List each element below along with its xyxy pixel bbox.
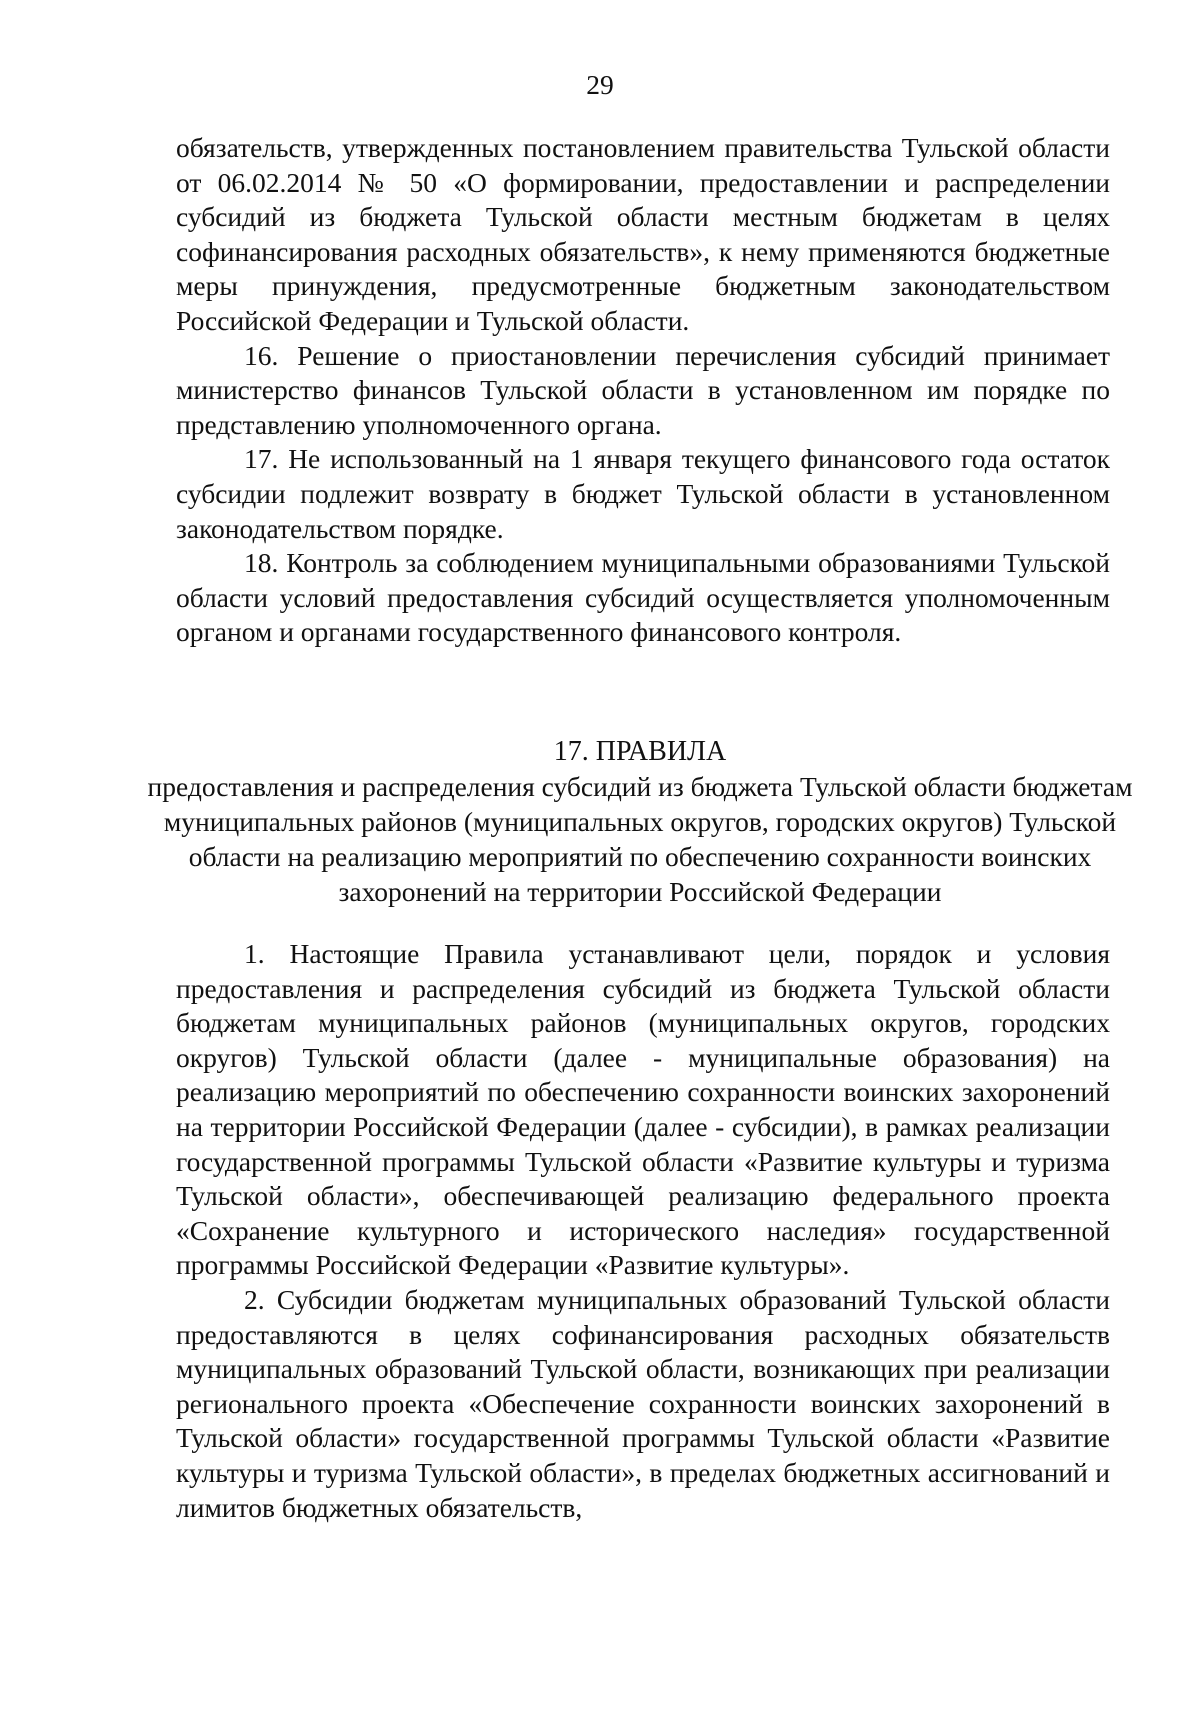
paragraph-2: 2. Субсидии бюджетам муниципальных образований Тульской области предоставляются в целях софинансирования расходных обязательств муниципальных образований Тульской области, возникающих при реализации регионального проекта «Обеспечение сохранности воинских захоронений в Тульской области» государственной программы Тульской области «Развитие культуры и туризма Тульской области», в пределах бюджетных ассигнований и лимитов бюджетных обязательств, bbox=[176, 1283, 1110, 1523]
paragraph-18: 18. Контроль за соблюдением муниципальными образованиями Тульской области условий предоставления субсидий осуществляется уполномоченным органом и органами государственного финансового контроля. bbox=[176, 547, 1110, 648]
section-heading bbox=[140, 734, 1140, 909]
paragraph-1: 1. Настоящие Правила устанавливают цели, порядок и условия предоставления и распределения субсидий из бюджета Тульской области бюджетам муниципальных районов (муниципальных округов, городских округов) Тульской области (далее - муниципальные образования) на реализацию мероприятий по обеспечению сохранности воинских захоронений на территории Российской Федерации (далее - субсидии), в рамках реализации государственной программы Тульской области «Развитие культуры и туризма Тульской области», обеспечивающей реализацию федерального проекта «Сохранение культурного и исторического наследия» государственной программы Российской Федерации «Развитие культуры». bbox=[176, 938, 1110, 1281]
page-number: 29 bbox=[586, 69, 614, 100]
paragraph-16: 16. Решение о приостановлении перечисления субсидий принимает министерство финансов Тульской области в установленном им порядке по представлению уполномоченного органа. bbox=[176, 339, 1110, 440]
bottom-text-block bbox=[176, 937, 1110, 1525]
paragraph-17: 17. Не использованный на 1 января текущего финансового года остаток субсидии подлежит возврату в бюджет Тульской области в установленном законодательством порядке. bbox=[176, 443, 1110, 544]
section-title: 17. ПРАВИЛА bbox=[553, 736, 727, 767]
paragraph-continuation: обязательств, утвержденных постановлением правительства Тульской области от 06.02.2014 № 50 «О формировании, предоставлении и распределении субсидий из бюджета Тульской области местным бюджетам в целях софинансирования расходных обязательств», к нему применяются бюджетные меры принуждения, предусмотренные бюджетным законодательством Российской Федерации и Тульской области. bbox=[176, 132, 1110, 336]
section-subtitle: предоставления и распределения субсидий из бюджета Тульской области бюджетам муниципальных районов (муниципальных округов, городских округов) Тульской области на реализацию мероприятий по обеспечению сохранности воинских захоронений на территории Российской Федерации bbox=[147, 771, 1133, 907]
top-text-block bbox=[176, 131, 1110, 650]
